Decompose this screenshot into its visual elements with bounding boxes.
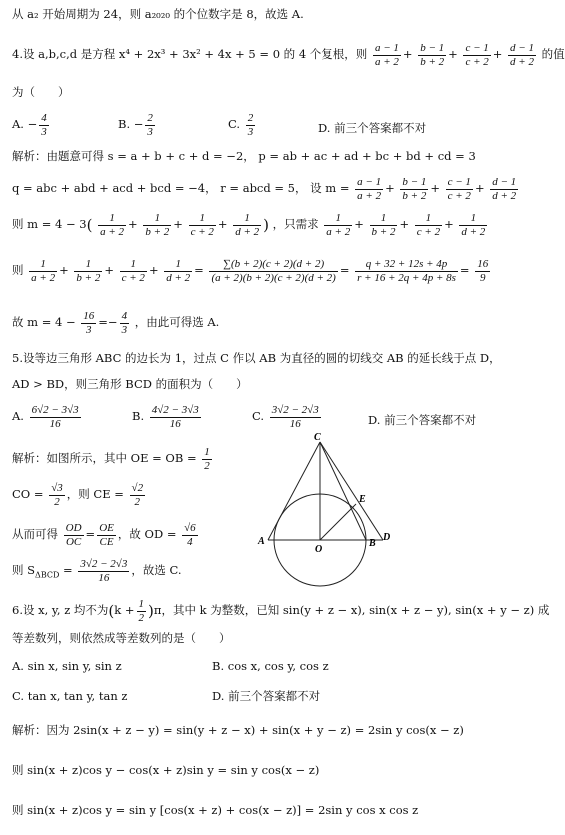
fraction: $\frac{b - 1}{b + 2}$	[420, 42, 445, 68]
solution-line: 则 m = 4 − 3( $\frac{1}{a + 2}$ + $\frac{1}{b + 2}$ + $\frac{1}{c + 2}$ + $\frac{1}{d + 2}$ ) ，只需求 $\frac{1}{a + 2}$ + $\frac{1}{b + 2}$ + $\frac{1}{c + 2}$ + $\frac{1}{d + 2}$	[12, 212, 486, 238]
label-o: O	[315, 544, 323, 555]
fraction: $\frac{d - 1}{d + 2}$	[510, 42, 534, 68]
solution-line: q = abc + abd + acd + bcd = −4， r = abcd = 5， 设 m = $\frac{a - 1}{a + 2}$ + $\frac{b - 1}{b + 2}$ + $\frac{c - 1}{c + 2}$ + $\frac{d - 1}{d + 2}$	[12, 176, 517, 202]
solution-line: 则 sin(x + z)cos y = sin y [cos(x + z) + cos(x − z)] = 2sin y cos x cos z	[12, 803, 419, 817]
label-e: E	[359, 494, 366, 505]
segment-ac	[268, 442, 320, 540]
solution-line: 则 sin(x + z)cos y − cos(x + z)sin y = sin y cos(x − z)	[12, 763, 320, 777]
label-b: B	[369, 538, 376, 549]
option-d: D. 前三个答案都不对	[368, 413, 477, 427]
segment-cd	[320, 442, 383, 540]
option-b: B. cos x, cos y, cos z	[212, 659, 329, 673]
solution-line: 解析：如图所示，其中 OE = OB = $\frac{1}{2}$	[12, 446, 210, 472]
label-c: C	[314, 432, 321, 443]
option-b: B. $\frac{4√2 - 3√3}{16}$	[132, 404, 199, 430]
solution-line: 解析：因为 2sin(x + z − y) = sin(y + z − x) + sin(x + y − z) = 2sin y cos(x − z)	[12, 723, 464, 737]
solution-line: 故 m = 4 − $\frac{16}{3}$ =− $\frac{4}{3}$ ，由此可得选 A.	[12, 310, 220, 336]
question-5-cont: AD > BD，则三角形 BCD 的面积为（ ）	[12, 377, 248, 391]
segment-oe	[320, 504, 356, 540]
text-line: 从 a₂ 开始周期为 24，则 a₂₀₂₀ 的个位数字是 8，故选 A.	[12, 7, 304, 21]
question-6: 6.设 x, y, z 均不为(k + $\frac{1}{2}$ )π，其中 k 为整数，已知 sin(y + z − x), sin(x + z − y), sin(x + y − z) 成	[12, 598, 550, 624]
geometry-figure	[258, 432, 398, 588]
option-b: B. − $\frac{2}{3}$	[118, 112, 153, 138]
option-a: A. sin x, sin y, sin z	[12, 659, 122, 673]
solution-line: 从而可得 $\frac{OD}{OC}$ = $\frac{OE}{CE}$ ，故 OD = $\frac{√6}{4}$	[12, 522, 196, 548]
option-c: C. $\frac{2}{3}$	[228, 112, 254, 138]
option-c: C. $\frac{3√2 - 2√3}{16}$	[252, 404, 319, 430]
fraction: $\frac{a - 1}{a + 2}$	[374, 42, 399, 68]
option-a: A. − $\frac{4}{3}$	[12, 112, 47, 138]
option-d: D. 前三个答案都不对	[212, 689, 321, 703]
solution-line: 解析：由题意可得 s = a + b + c + d = −2， p = ab + ac + ad + bc + bd + cd = 3	[12, 149, 476, 163]
question-6-cont: 等差数列，则依然成等差数列的是（ ）	[12, 631, 231, 645]
solution-line: 则 $S_{\Delta BCD}$ = $\frac{3√2 - 2√3}{16}$ ，故选 C.	[12, 558, 182, 584]
option-c: C. tan x, tan y, tan z	[12, 689, 128, 703]
label-a: A	[258, 536, 265, 547]
question-4: 4.设 a,b,c,d 是方程 x⁴ + 2x³ + 3x² + 4x + 5 = 0 的 4 个复根，则 $\frac{a - 1}{a + 2}$ + $\frac{b - 1}{b + 2}$ + $\frac{c - 1}{c + 2}$ + $\frac{d - 1}{d + 2}$ 的值	[12, 42, 565, 68]
question-5: 5.设等边三角形 ABC 的边长为 1，过点 C 作以 AB 为直径的圆的切线交 AB 的延长线于点 D，	[12, 351, 501, 365]
label-d: D	[383, 532, 391, 543]
segment-bc	[320, 442, 366, 540]
solution-line: CO = $\frac{√3}{2}$ ，则 CE = $\frac{√2}{2}$	[12, 482, 144, 508]
q4-stem: 4.设 a,b,c,d 是方程 x⁴ + 2x³ + 3x² + 4x + 5 = 0 的 4 个复根，则	[12, 47, 368, 62]
fraction: $\frac{c - 1}{c + 2}$	[465, 42, 489, 68]
solution-line: 则 $\frac{1}{a + 2}$ + $\frac{1}{b + 2}$ + $\frac{1}{c + 2}$ + $\frac{1}{d + 2}$ = $\frac{\sum(b + 2)(c + 2)(d + 2)}{(a + 2)(b + 2)(c + 2)(d + 2)}$ = $\frac{q + 32 + 12s + 4p}{r + 16 + 2q + 4p + 8s}$ = $\frac{16}{9}$	[12, 258, 489, 284]
option-d: D. 前三个答案都不对	[318, 121, 427, 135]
q4-paren: 为（ ）	[12, 85, 70, 99]
option-a: A. $\frac{6√2 - 3√3}{16}$	[12, 404, 79, 430]
